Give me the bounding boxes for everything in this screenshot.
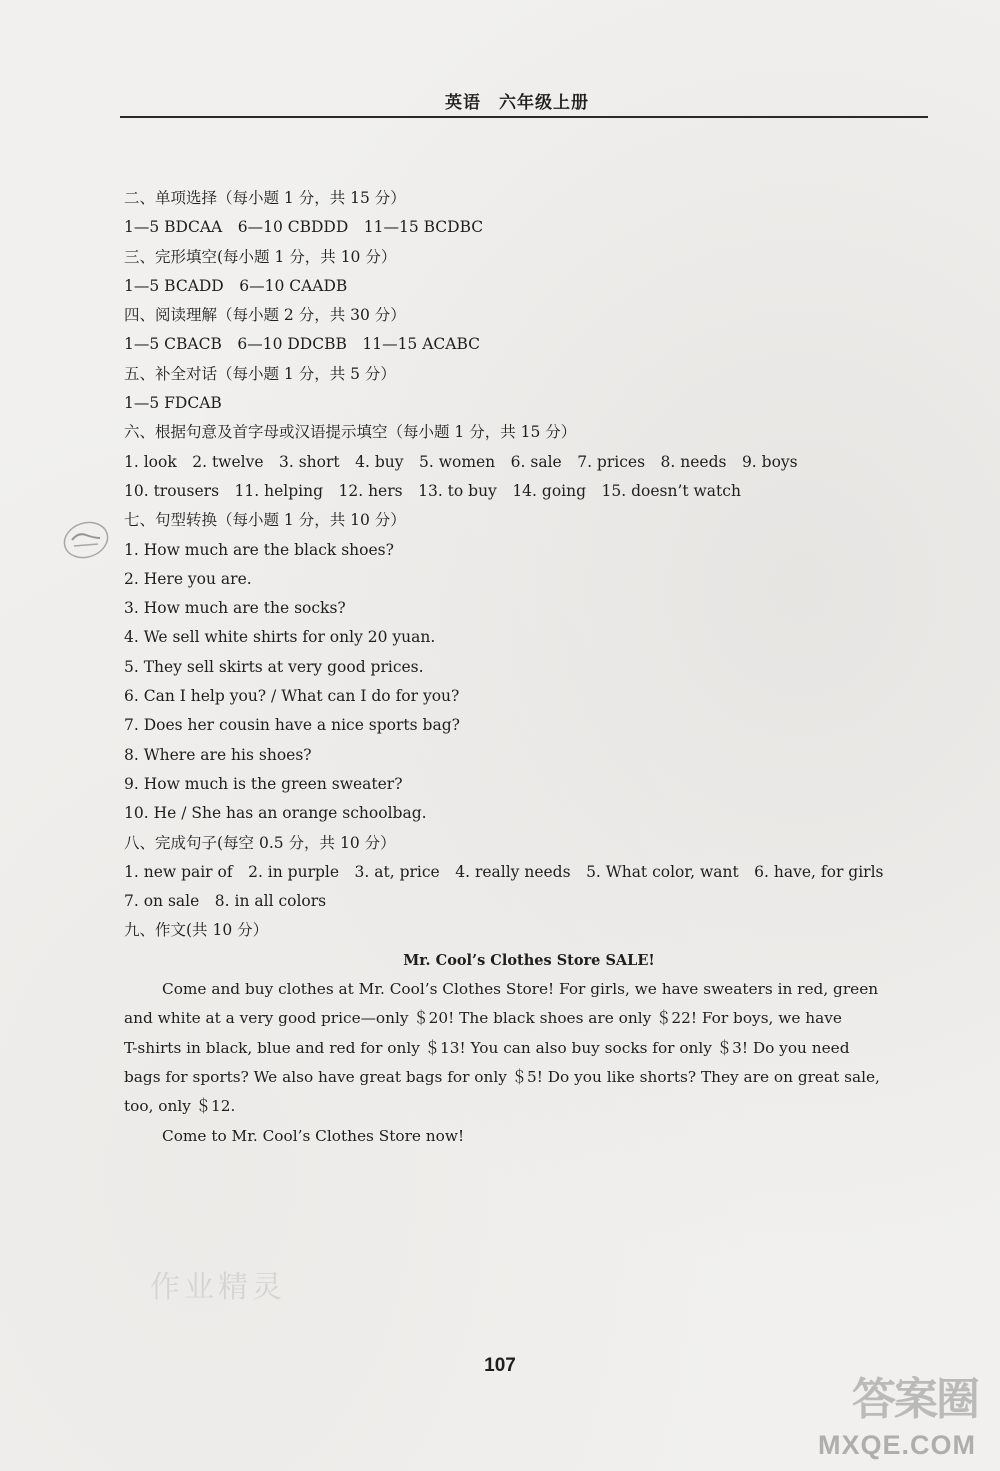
essay-line: bags for sports? We also have great bags for only ＄5! Do you like shorts? They are on great sale,	[124, 1067, 880, 1086]
faint-bleed-through-text: 作业精灵	[150, 1270, 286, 1305]
essay-line: and white at a very good price—only ＄20! The black shoes are only ＄22! For boys, we have	[124, 1009, 842, 1028]
essay-closing: Come to Mr. Cool’s Clothes Store now!	[162, 1126, 465, 1145]
section-7-item: 1. How much are the black shoes?	[124, 540, 394, 559]
section-7-item: 5. They sell skirts at very good prices.	[124, 657, 424, 676]
essay-line: T-shirts in black, blue and red for only ＄13! You can also buy socks for only ＄3! Do you need	[124, 1038, 850, 1057]
watermark-url: MXQE.COM	[817, 1430, 976, 1460]
essay-line: Come and buy clothes at Mr. Cool’s Clothes Store! For girls, we have sweaters in red, green	[162, 980, 879, 999]
section-9-heading: 九、作文(共 10 分）	[124, 921, 269, 940]
essay-title: Mr. Cool’s Clothes Store SALE!	[403, 951, 655, 969]
section-7-item: 4. We sell white shirts for only 20 yuan.	[124, 628, 436, 647]
watermark-logo: 答案圈	[852, 1374, 978, 1425]
section-7-item: 7. Does her cousin have a nice sports bag?	[124, 716, 460, 735]
answer-content	[124, 184, 934, 1151]
section-7-heading: 七、句型转换（每小题 1 分，共 10 分）	[124, 511, 406, 530]
section-7-item: 9. How much is the green sweater?	[124, 774, 403, 793]
section-7-item: 2. Here you are.	[124, 569, 252, 588]
section-6-answers-line-2: 10. trousers 11. helping 12. hers 13. to buy 14. going 15. doesn’t watch	[124, 481, 741, 500]
section-5-heading: 五、补全对话（每小题 1 分，共 5 分）	[124, 364, 396, 383]
section-6-heading: 六、根据句意及首字母或汉语提示填空（每小题 1 分，共 15 分）	[124, 423, 577, 442]
section-7-item: 6. Can I help you? / What can I do for you?	[124, 687, 460, 706]
section-4-heading: 四、阅读理解（每小题 2 分，共 30 分）	[124, 306, 406, 325]
section-4-answers: 1—5 CBACB 6—10 DDCBB 11—15 ACABC	[124, 335, 481, 354]
section-3-answers: 1—5 BCADD 6—10 CAADB	[124, 276, 348, 295]
section-8-answers-line-1: 1. new pair of 2. in purple 3. at, price 4. really needs 5. What color, want 6. have, for girls	[124, 862, 884, 881]
section-8-answers-line-2: 7. on sale 8. in all colors	[124, 892, 327, 911]
stamp-icon	[60, 518, 112, 562]
page-header	[120, 86, 928, 118]
site-watermark	[786, 1373, 986, 1465]
section-7-item: 8. Where are his shoes?	[124, 745, 312, 764]
section-5-answers: 1—5 FDCAB	[124, 394, 222, 413]
section-8-heading: 八、完成句子(每空 0.5 分，共 10 分）	[124, 833, 396, 852]
header-title: 英语 六年级上册	[445, 93, 589, 113]
section-2-answers: 1—5 BDCAA 6—10 CBDDD 11—15 BCDBC	[124, 218, 484, 237]
essay-line: too, only ＄12.	[124, 1097, 236, 1116]
section-7-item: 10. He / She has an orange schoolbag.	[124, 804, 427, 823]
section-3-heading: 三、完形填空(每小题 1 分，共 10 分）	[124, 247, 397, 266]
page-number: 107	[484, 1355, 516, 1376]
section-6-answers-line-1: 1. look 2. twelve 3. short 4. buy 5. women 6. sale 7. prices 8. needs 9. boys	[124, 452, 798, 471]
section-7-item: 3. How much are the socks?	[124, 599, 346, 618]
section-2-heading: 二、单项选择（每小题 1 分，共 15 分）	[124, 189, 406, 207]
